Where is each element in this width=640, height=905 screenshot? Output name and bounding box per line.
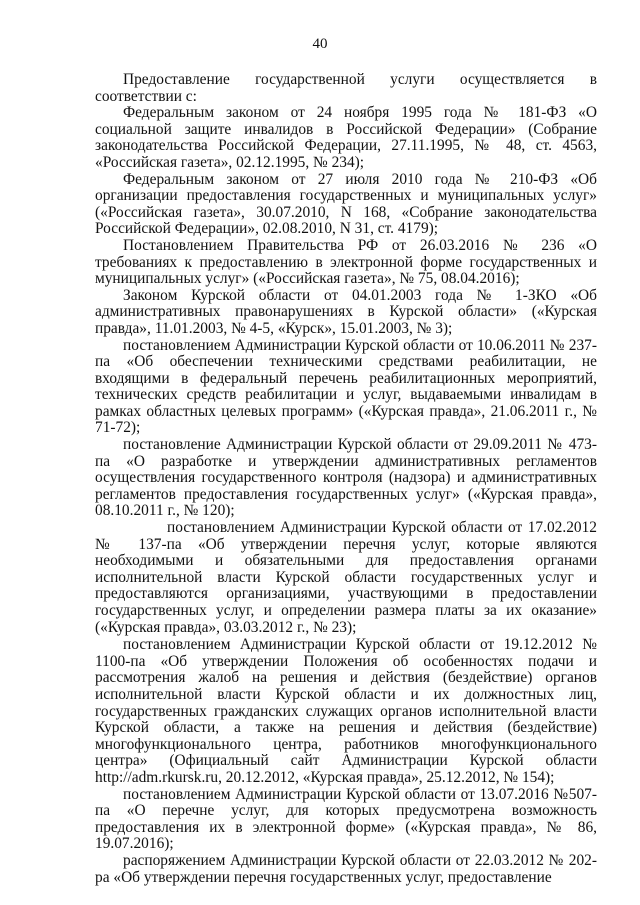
intro-paragraph: Предоставление государственной услуги осуществляется в соответствии с: [95,71,597,105]
resolution-473-pa-paragraph: постановление Администрации Курской области от 29.09.2011 № 473-па «О разработке и утверждении административных регламентов осуществления государственного контроля (надзора) и административных регламентов предоставления государственных услуг» («Курская правда», 08.10.2011 г., № 120); [95,436,597,520]
page-number: 40 [312,36,328,52]
resolution-137-pa-paragraph: постановлением Администрации Курской области от 17.02.2012 № 137-па «Об утверждении перечня услуг, которые являются необходимыми и обязательными для предоставления органами исполнительной власти Курской области государственных услуг и предоставляются организациями, участвующими в предоставлении государственных услуг, и определении размера платы за их оказание» («Курская правда», 03.03.2012 г., № 23); [95,519,597,636]
resolution-1100-pa-paragraph: постановлением Администрации Курской области от 19.12.2012 № 1100-па «Об утверждении Положения об особенностях подачи и рассмотрения жалоб на решения и действия (бездействие) органов исполнительной власти Курской области и их должностных лиц, государственных гражданских служащих органов исполнительной власти Курской области, а также на решения и действия (бездействие) многофункционального центра, работников многофункционального центра» (Официальный сайт Администрации Курской области http://adm.rkursk.ru, 20.12.2012, «Курская правда», 25.12.2012, № 154); [95,636,597,786]
document-body [95,72,597,886]
resolution-507-pa-paragraph: постановлением Администрации Курской области от 13.07.2016 №507-па «О перечне услуг, для которых предусмотрена возможность предоставления их в электронной форме» («Курская правда», № 86, 19.07.2016); [95,785,597,853]
law-210-fz-paragraph: Федеральным законом от 27 июля 2010 года № 210-ФЗ «Об организации предоставления государственных и муниципальных услуг» («Российская газета», 30.07.2010, N 168, «Собрание законодательства Российской Федерации», 02.08.2010, N 31, ст. 4179); [95,170,597,238]
order-202-ra-paragraph: распоряжением Администрации Курской области от 22.03.2012 № 202-ра «Об утверждении перечня государственных услуг, предоставление [95,851,597,886]
kursk-law-1-zko-paragraph: Законом Курской области от 04.01.2003 года № 1-ЗКО «Об административных правонарушениях в Курской области» («Курская правда», 11.01.2003, № 4-5, «Курск», 15.01.2003, № 3); [95,286,597,337]
government-resolution-236-paragraph: Постановлением Правительства РФ от 26.03.2016 № 236 «О требованиях к предоставлению в электронной форме государственных и муниципальных услуг» («Российская газета», № 75, 08.04.2016); [95,236,597,288]
law-181-fz-paragraph: Федеральным законом от 24 ноября 1995 года № 181-ФЗ «О социальной защите инвалидов в Российской Федерации» (Собрание законодательства Российской Федерации, 27.11.1995, № 48, ст. 4563, «Российская газета», 02.12.1995, № 234); [95,104,597,171]
resolution-237-pa-paragraph: постановлением Администрации Курской области от 10.06.2011 № 237-па «Об обеспечении техническими средствами реабилитации, не входящими в федеральный перечень реабилитационных мероприятий, технических средств реабилитации и услуг, выдаваемыми инвалидам в рамках областных целевых программ» («Курская правда», 21.06.2011 г., № 71-72); [95,336,597,437]
